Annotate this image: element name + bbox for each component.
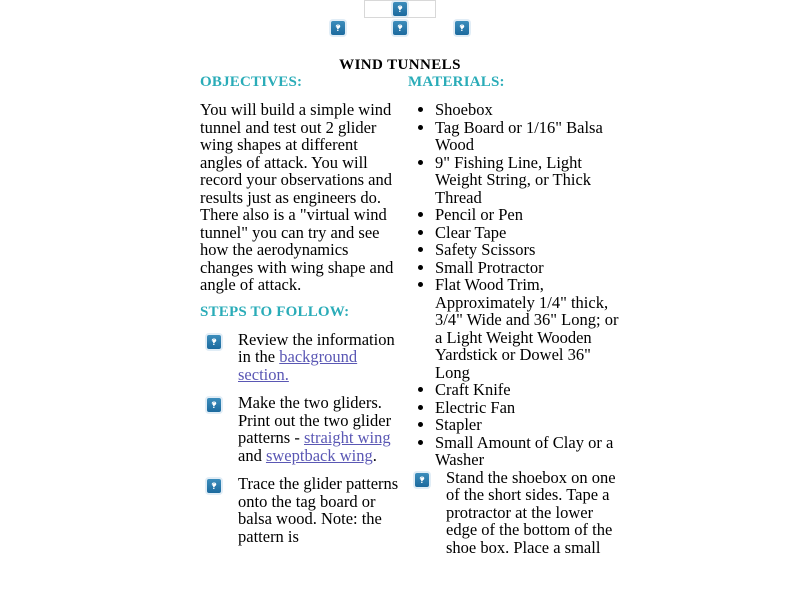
straight-wing-link[interactable]: straight wing — [303, 428, 391, 447]
broken-image-icon[interactable] — [331, 21, 345, 35]
list-item: • Shoebox — [435, 101, 620, 119]
objectives-heading: OBJECTIVES: — [200, 74, 303, 90]
list-item: • Pencil or Pen — [435, 206, 620, 224]
materials-list — [408, 101, 620, 469]
list-item: • Craft Knife — [435, 381, 620, 399]
top-banner — [0, 0, 800, 35]
list-item: • Stapler — [435, 416, 620, 434]
broken-image-icon[interactable] — [393, 21, 407, 35]
list-item: • Small Amount of Clay or a Washer — [435, 434, 620, 469]
list-item: • 9" Fishing Line, Light Weight String, or Thick Thread — [435, 154, 620, 207]
background-section-link[interactable]: background section. — [238, 347, 358, 384]
list-item: • Small Protractor — [435, 259, 620, 277]
list-item: • Safety Scissors — [435, 241, 620, 259]
list-item: • Clear Tape — [435, 224, 620, 242]
broken-image-icon[interactable] — [393, 2, 407, 16]
sweptback-wing-link[interactable]: sweptback wing — [265, 445, 373, 465]
materials-heading: MATERIALS: — [408, 74, 505, 90]
step-text: Stand the shoebox on one of the short sides. Tape a protractor at the lower edge of the bottom of the shoe box. Place a small — [446, 467, 616, 557]
steps-heading: STEPS TO FOLLOW: — [200, 303, 350, 320]
broken-image-icon[interactable] — [455, 21, 469, 35]
broken-image-icon[interactable] — [415, 473, 429, 487]
broken-image-icon[interactable] — [207, 398, 221, 412]
content-columns — [200, 68, 620, 567]
right-steps-list — [408, 469, 620, 557]
right-column — [408, 68, 620, 567]
left-column — [200, 68, 400, 567]
objectives-body: You will build a simple wind tunnel and test out 2 glider wing shapes at different angles of attack. You will record your observations and results just as engineers do. There also is a "virtual wind tunnel" you can try and see how the aerodynamics changes with wing shape and angle of attack. — [200, 100, 394, 294]
nav-icon-row — [0, 21, 800, 35]
steps-list — [200, 331, 400, 546]
step-text-after: . — [372, 445, 377, 465]
page-title: WIND TUNNELS — [339, 57, 461, 74]
banner-image-box — [364, 0, 436, 18]
list-item: • Tag Board or 1/16" Balsa Wood — [435, 119, 620, 154]
list-item — [200, 475, 400, 545]
step-text-middle: and — [238, 445, 266, 465]
step-text: Make the two gliders. Print out the two glider patterns - — [238, 393, 392, 447]
list-item: • Electric Fan — [435, 399, 620, 417]
step-text: Review the information in the — [238, 329, 395, 366]
list-item — [200, 394, 400, 464]
broken-image-icon[interactable] — [207, 335, 221, 349]
list-item: • Flat Wood Trim, Approximately 1/4" thick, 3/4" Wide and 36" Long; or a Light Weight Wooden Yardstick or Dowel 36" Long — [435, 276, 620, 381]
list-item — [408, 469, 620, 557]
broken-image-icon[interactable] — [207, 479, 221, 493]
step-text: Trace the glider patterns onto the tag board or balsa wood. Note: the pattern is — [238, 474, 399, 546]
list-item — [200, 331, 400, 384]
